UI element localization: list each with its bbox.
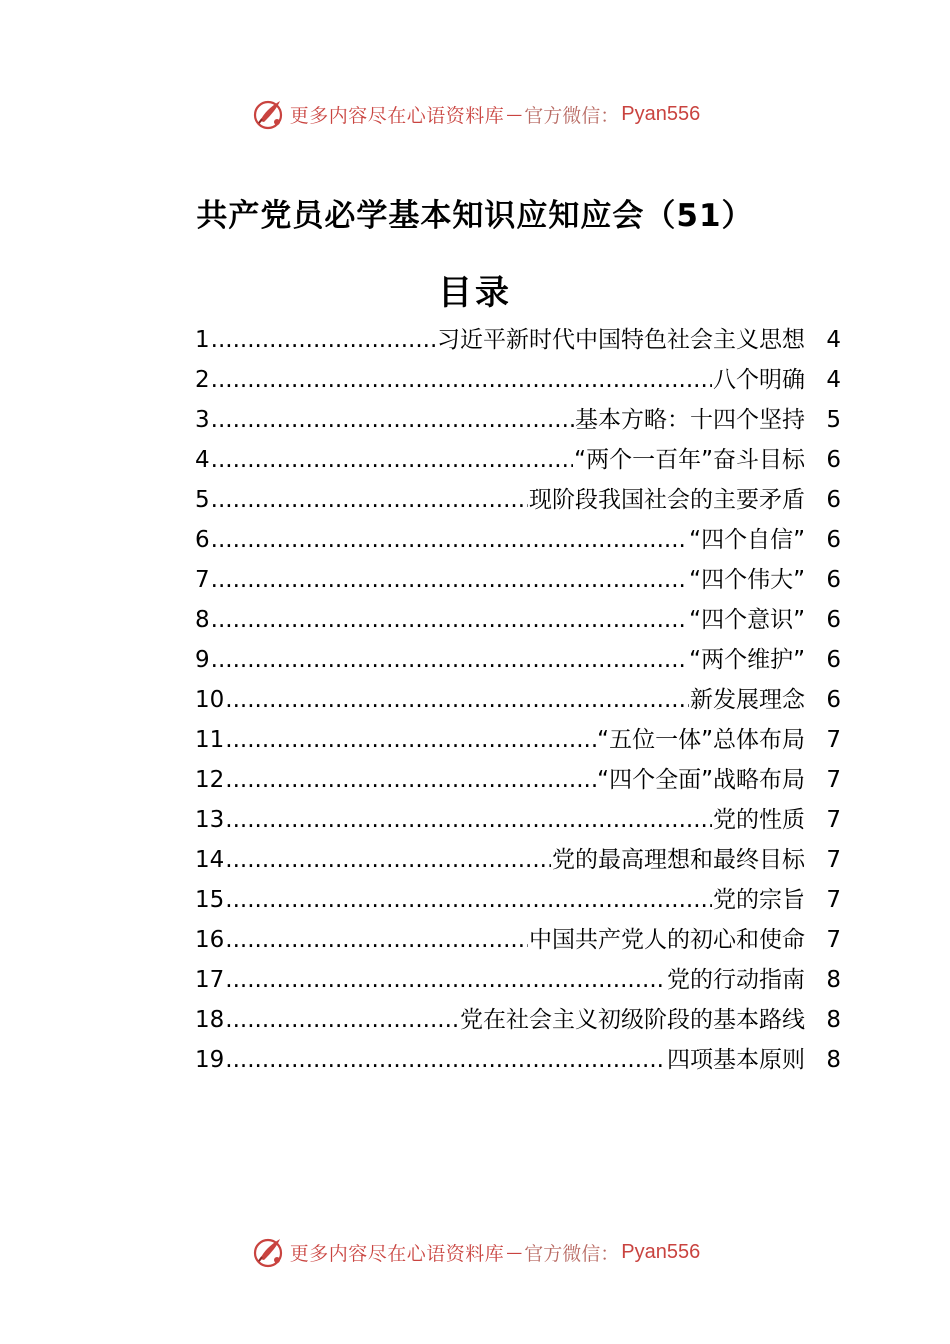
header-watermark bbox=[0, 94, 950, 134]
toc-entry-label: 党在社会主义初级阶段的基本路线 bbox=[460, 1007, 805, 1033]
toc-dot-leader bbox=[211, 400, 574, 440]
pen-nib-logo-icon bbox=[250, 1234, 286, 1270]
watermark-wechat-label: 官方微信： bbox=[524, 104, 620, 127]
toc-entry[interactable] bbox=[195, 760, 841, 800]
toc-entry-number: 10 bbox=[195, 687, 225, 713]
toc-entry[interactable] bbox=[195, 600, 841, 640]
toc-dot-leader bbox=[211, 440, 574, 480]
toc-entry-page: 7 bbox=[826, 847, 841, 873]
toc-entry-label: 党的行动指南 bbox=[667, 967, 805, 993]
toc-entry[interactable] bbox=[195, 960, 841, 1000]
watermark-separator: — bbox=[506, 1242, 523, 1262]
toc-dot-leader bbox=[225, 1000, 459, 1040]
toc-entry-label: 新发展理念 bbox=[690, 687, 805, 713]
toc-entry[interactable] bbox=[195, 840, 841, 880]
toc-entry[interactable] bbox=[195, 880, 841, 920]
toc-dot-leader bbox=[225, 760, 596, 800]
toc-entry-number: 19 bbox=[195, 1047, 225, 1073]
toc-entry-label: 党的宗旨 bbox=[713, 887, 805, 913]
toc-entry-number: 1 bbox=[195, 327, 210, 353]
toc-entry-page: 6 bbox=[826, 607, 841, 633]
toc-entry-number: 5 bbox=[195, 487, 210, 513]
toc-entry-page: 7 bbox=[826, 927, 841, 953]
toc-entry-number: 9 bbox=[195, 647, 210, 673]
toc-entry-page: 4 bbox=[826, 327, 841, 353]
toc-dot-leader bbox=[211, 560, 689, 600]
toc-entry-page: 6 bbox=[826, 487, 841, 513]
toc-dot-leader bbox=[211, 600, 689, 640]
toc-entry-page: 6 bbox=[826, 447, 841, 473]
toc-entry-label: 四项基本原则 bbox=[667, 1047, 805, 1073]
toc-dot-leader bbox=[225, 960, 666, 1000]
toc-entry-number: 18 bbox=[195, 1007, 225, 1033]
toc-entry[interactable] bbox=[195, 1040, 841, 1080]
toc-entry-number: 12 bbox=[195, 767, 225, 793]
toc-entry-number: 3 bbox=[195, 407, 210, 433]
toc-entry[interactable] bbox=[195, 480, 841, 520]
watermark-wechat-label: 官方微信： bbox=[524, 1242, 620, 1265]
toc-entry-page: 8 bbox=[826, 1047, 841, 1073]
toc-dot-leader bbox=[225, 880, 712, 920]
toc-entry-label: “两个维护” bbox=[689, 647, 805, 673]
toc-entry-number: 13 bbox=[195, 807, 225, 833]
toc-entry-label: 党的最高理想和最终目标 bbox=[552, 847, 805, 873]
toc-entry[interactable] bbox=[195, 440, 841, 480]
toc-entry[interactable] bbox=[195, 720, 841, 760]
toc-entry-number: 17 bbox=[195, 967, 225, 993]
toc-entry-page: 7 bbox=[826, 887, 841, 913]
toc-entry-page: 8 bbox=[826, 1007, 841, 1033]
toc-entry-number: 16 bbox=[195, 927, 225, 953]
watermark-separator: — bbox=[506, 104, 523, 124]
toc-entry[interactable] bbox=[195, 400, 841, 440]
toc-entry[interactable] bbox=[195, 360, 841, 400]
toc-dot-leader bbox=[211, 640, 689, 680]
toc-entry-label: “四个全面”战略布局 bbox=[597, 767, 805, 793]
toc-entry-page: 6 bbox=[826, 527, 841, 553]
toc-entry-number: 15 bbox=[195, 887, 225, 913]
toc-entry-number: 8 bbox=[195, 607, 210, 633]
toc-entry[interactable] bbox=[195, 560, 841, 600]
toc-entry-number: 11 bbox=[195, 727, 225, 753]
toc-entry-page: 6 bbox=[826, 647, 841, 673]
toc-dot-leader bbox=[211, 320, 436, 360]
toc-entry-page: 7 bbox=[826, 727, 841, 753]
toc-dot-leader bbox=[225, 720, 596, 760]
toc-entry-number: 14 bbox=[195, 847, 225, 873]
footer-watermark bbox=[0, 1232, 950, 1272]
document-title: 共产党员必学基本知识应知应会（51） bbox=[196, 198, 754, 234]
toc-entry[interactable] bbox=[195, 680, 841, 720]
watermark-text: 更多内容尽在心语资料库 bbox=[289, 1242, 505, 1265]
toc-entry[interactable] bbox=[195, 320, 841, 360]
toc-entry-page: 7 bbox=[826, 767, 841, 793]
toc-entry-page: 6 bbox=[826, 567, 841, 593]
toc-entry-page: 7 bbox=[826, 807, 841, 833]
toc-dot-leader bbox=[225, 680, 689, 720]
toc-entry-number: 7 bbox=[195, 567, 210, 593]
watermark-wechat-id: Pyan556 bbox=[621, 102, 701, 125]
toc-entry[interactable] bbox=[195, 520, 841, 560]
toc-entry-number: 6 bbox=[195, 527, 210, 553]
toc-entry-number: 4 bbox=[195, 447, 210, 473]
toc-entry-label: 基本方略：十四个坚持 bbox=[575, 407, 805, 433]
toc-dot-leader bbox=[211, 520, 689, 560]
toc-entry[interactable] bbox=[195, 1000, 841, 1040]
toc-entry[interactable] bbox=[195, 920, 841, 960]
toc-heading: 目录 bbox=[438, 273, 512, 313]
pen-nib-logo-icon bbox=[250, 96, 286, 132]
toc-dot-leader bbox=[225, 1040, 666, 1080]
toc-dot-leader bbox=[211, 360, 712, 400]
toc-entry-label: 八个明确 bbox=[713, 367, 805, 393]
toc-entry-label: 现阶段我国社会的主要矛盾 bbox=[529, 487, 805, 513]
toc-entry-page: 4 bbox=[826, 367, 841, 393]
watermark-text: 更多内容尽在心语资料库 bbox=[289, 104, 505, 127]
toc-dot-leader bbox=[225, 920, 528, 960]
toc-entry-label: “四个意识” bbox=[689, 607, 805, 633]
toc-entry-label: 中国共产党人的初心和使命 bbox=[529, 927, 805, 953]
toc-entry-page: 8 bbox=[826, 967, 841, 993]
toc-dot-leader bbox=[211, 480, 528, 520]
toc-dot-leader bbox=[225, 840, 551, 880]
toc-entry-page: 5 bbox=[826, 407, 841, 433]
toc-entry-number: 2 bbox=[195, 367, 210, 393]
watermark-wechat-id: Pyan556 bbox=[621, 1240, 701, 1263]
table-of-contents bbox=[195, 320, 841, 1080]
toc-entry[interactable] bbox=[195, 800, 841, 840]
toc-entry-page: 6 bbox=[826, 687, 841, 713]
toc-entry[interactable] bbox=[195, 640, 841, 680]
toc-entry-label: “两个一百年”奋斗目标 bbox=[574, 447, 805, 473]
toc-dot-leader bbox=[225, 800, 712, 840]
toc-entry-label: “四个伟大” bbox=[689, 567, 805, 593]
toc-entry-label: “五位一体”总体布局 bbox=[597, 727, 805, 753]
toc-entry-label: 习近平新时代中国特色社会主义思想 bbox=[437, 327, 805, 353]
toc-entry-label: 党的性质 bbox=[713, 807, 805, 833]
toc-entry-label: “四个自信” bbox=[689, 527, 805, 553]
